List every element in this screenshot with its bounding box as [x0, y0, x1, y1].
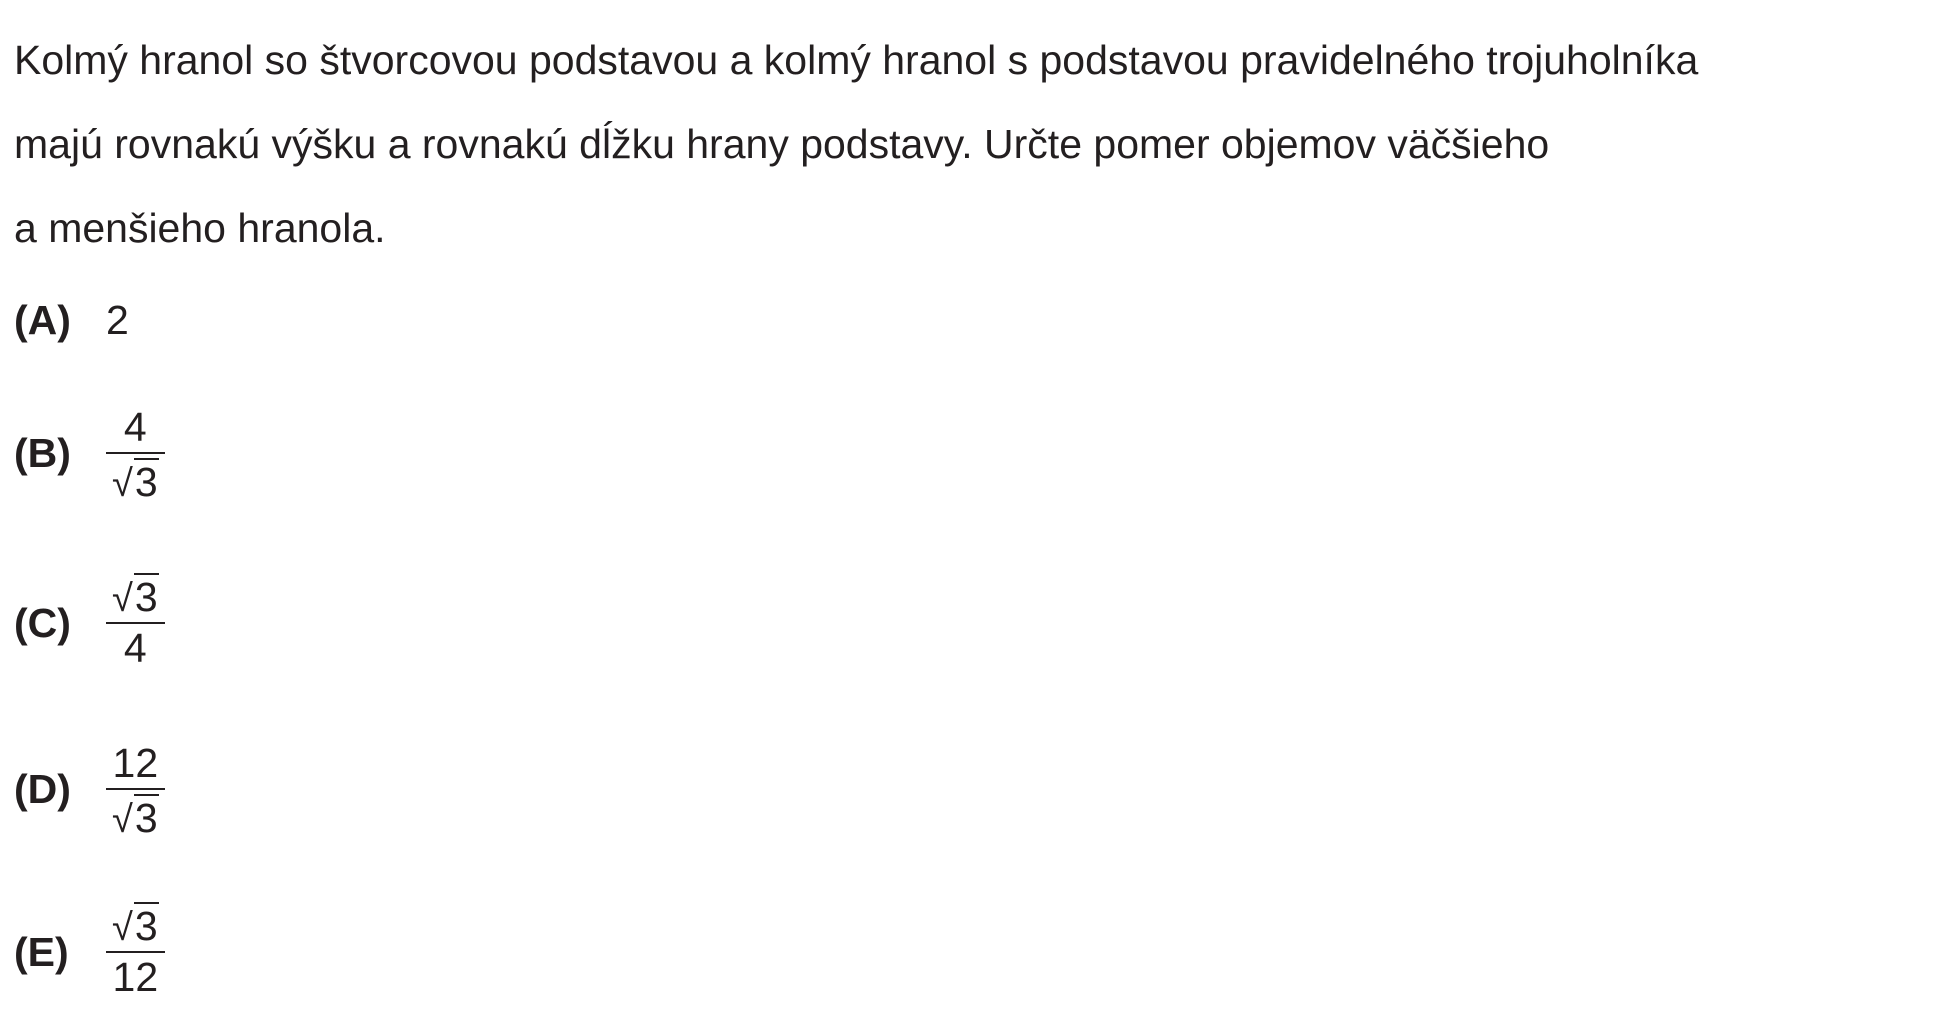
sqrt: [112, 902, 159, 947]
option-e[interactable]: [14, 897, 165, 1007]
option-e-numerator: [106, 901, 165, 951]
option-a-value: 2: [106, 296, 129, 343]
option-d-fraction: [106, 738, 165, 840]
sqrt-radicand: 3: [134, 795, 158, 841]
sqrt-radicand: 3: [134, 459, 158, 505]
option-d[interactable]: [14, 734, 165, 844]
question-text: [14, 18, 1919, 270]
question-line-3: a menšieho hranola.: [14, 205, 386, 251]
option-b[interactable]: [14, 398, 165, 508]
question-line-2: majú rovnakú výšku a rovnakú dĺžku hrany podstavy. Určte pomer objemov väčšieho: [14, 121, 1550, 167]
option-e-label: (E): [14, 928, 69, 975]
option-b-fraction: [106, 402, 165, 504]
option-d-label: (D): [14, 765, 71, 812]
sqrt: [112, 458, 159, 503]
option-e-denominator: 12: [112, 954, 159, 1000]
option-a-label: (A): [14, 296, 71, 343]
option-e-fraction: [106, 901, 165, 1003]
option-c-denominator: 4: [123, 625, 147, 671]
option-c-numerator: [106, 572, 165, 622]
sqrt-symbol: √: [112, 463, 133, 505]
question-line-1: Kolmý hranol so štvorcovou podstavou a kolmý hranol s podstavou pravidelného trojuholníka: [14, 37, 1699, 83]
sqrt-symbol: √: [112, 799, 133, 841]
option-b-numerator: 4: [123, 404, 147, 450]
option-c[interactable]: [14, 568, 165, 678]
sqrt-radicand: 3: [134, 903, 158, 949]
option-d-denominator: [106, 790, 165, 840]
option-d-numerator: 12: [112, 740, 159, 786]
sqrt-radicand: 3: [134, 574, 158, 620]
option-c-fraction: [106, 572, 165, 674]
sqrt-symbol: √: [112, 907, 133, 949]
option-a[interactable]: [14, 265, 129, 375]
sqrt: [112, 794, 159, 839]
option-b-label: (B): [14, 429, 71, 476]
sqrt: [112, 573, 159, 618]
option-b-denominator: [106, 454, 165, 504]
sqrt-symbol: √: [112, 578, 133, 620]
option-c-label: (C): [14, 599, 71, 646]
